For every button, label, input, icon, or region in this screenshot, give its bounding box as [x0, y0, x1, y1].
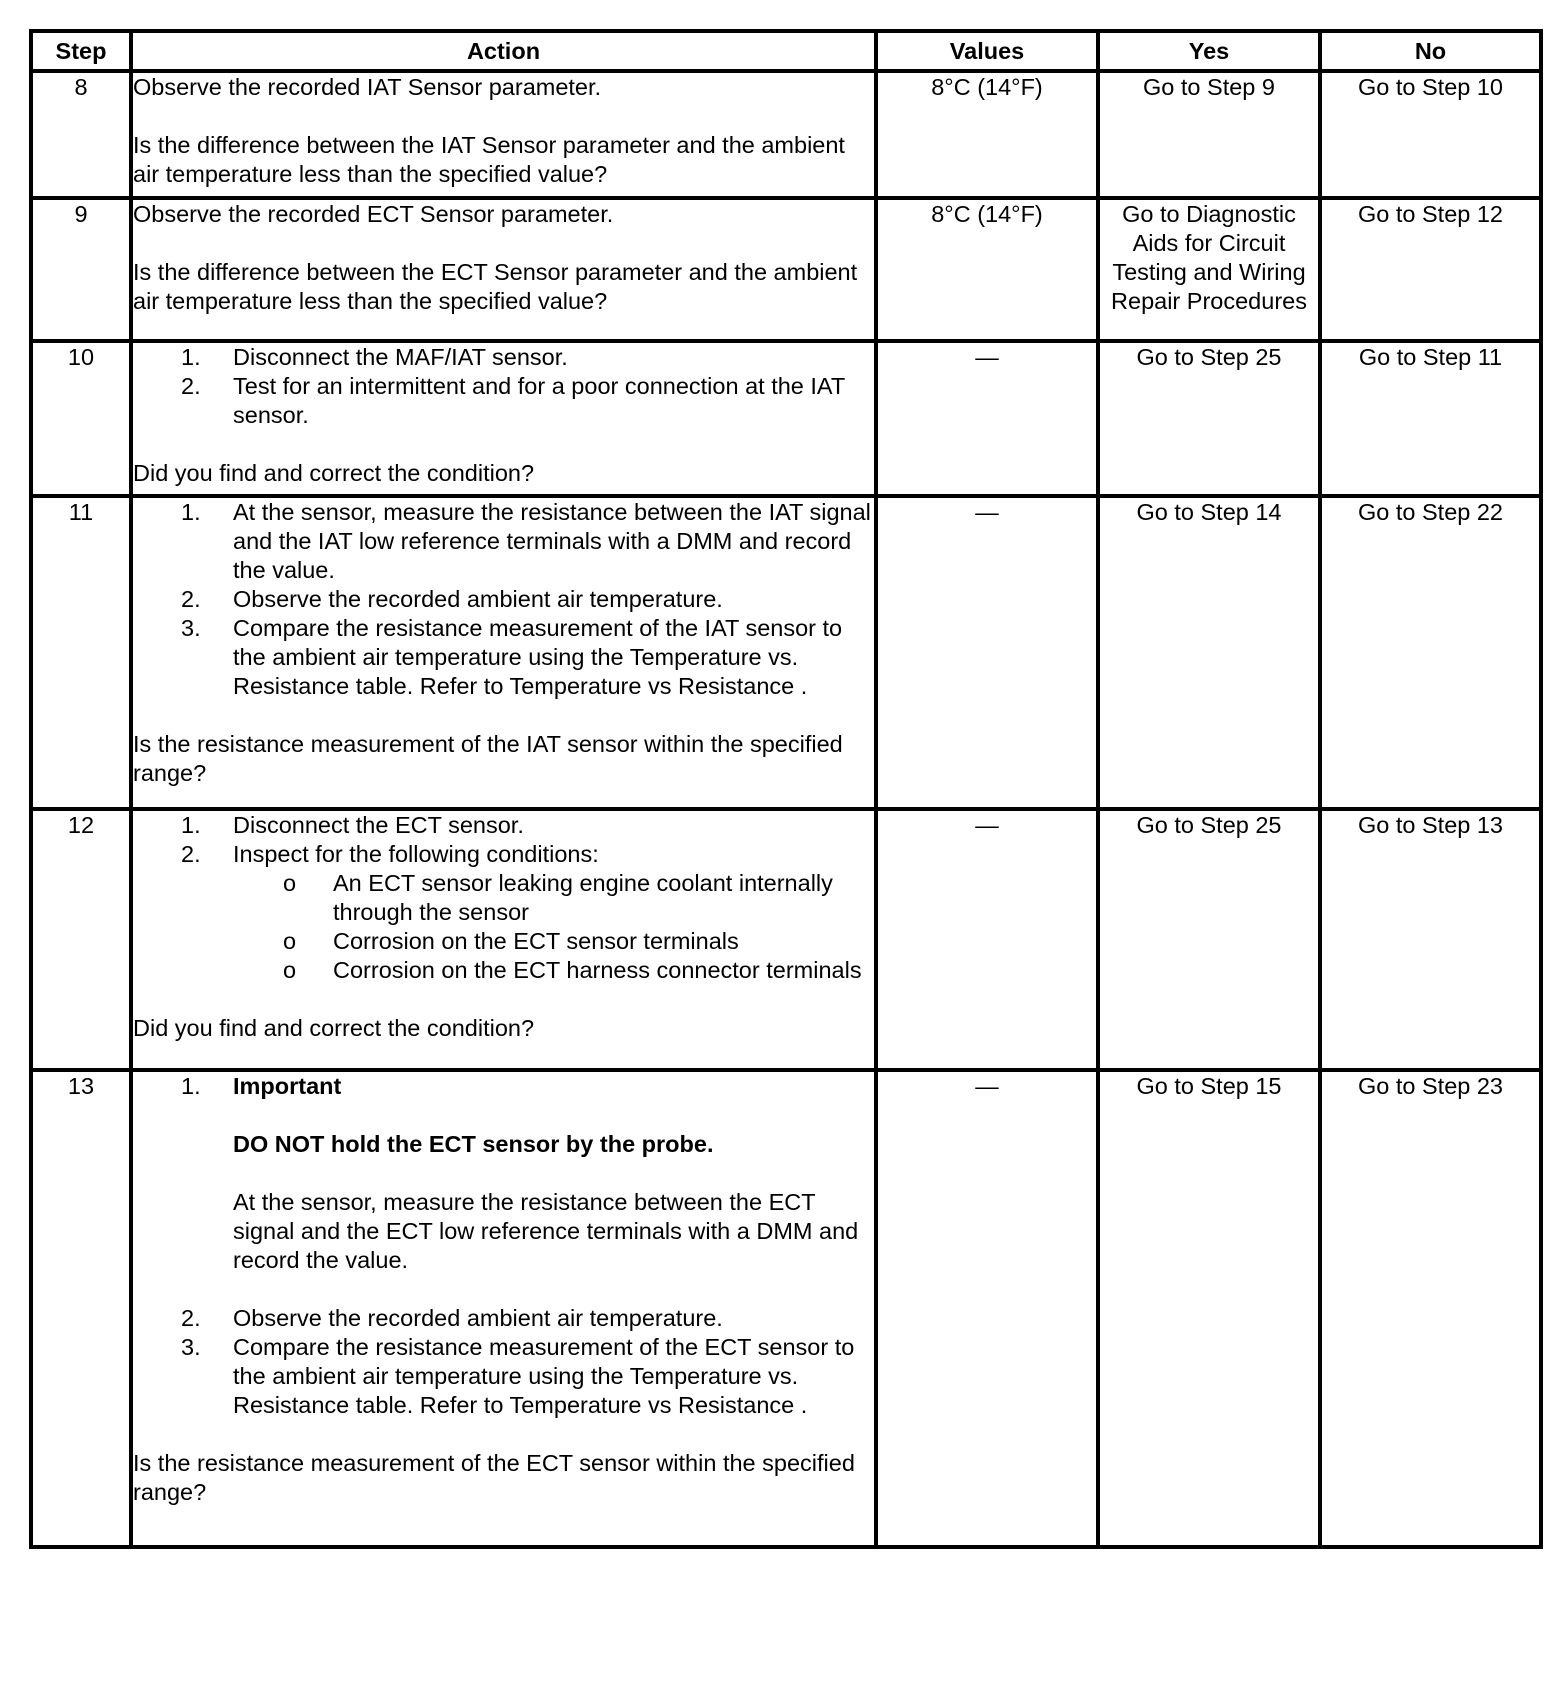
step-number: 13	[31, 1070, 131, 1547]
values-cell: 8°C (14°F)	[876, 198, 1098, 341]
table-row-step-13	[31, 1070, 1541, 1547]
diagnostic-table	[29, 29, 1543, 1549]
list-item: 1. Disconnect the ECT sensor.	[181, 812, 524, 838]
yes-link: Go to Step 25	[1098, 341, 1320, 496]
action-cell	[131, 71, 876, 198]
list-item: 1. Disconnect the MAF/IAT sensor.	[181, 344, 568, 370]
no-link: Go to Step 22	[1320, 496, 1541, 809]
header-step: Step	[31, 31, 131, 71]
action-question: Is the resistance measurement of the ECT sensor within the specified range?	[133, 1450, 855, 1505]
action-cell	[131, 341, 876, 496]
list-item: 3. Compare the resistance measurement of the ECT sensor to the ambient air temperature using the Temperature vs. Resistance table. Refer to Temperature vs Resistance .	[181, 1334, 855, 1418]
important-label: Important	[233, 1073, 342, 1099]
action-text: Observe the recorded IAT Sensor parameter.	[133, 74, 602, 100]
action-question: Did you find and correct the condition?	[133, 460, 535, 486]
warning-text: DO NOT hold the ECT sensor by the probe.	[233, 1131, 714, 1157]
no-link: Go to Step 13	[1320, 809, 1541, 1070]
list-item: 2. Observe the recorded ambient air temperature.	[181, 1305, 723, 1331]
bullet-list	[233, 869, 874, 985]
values-cell: 8°C (14°F)	[876, 71, 1098, 198]
yes-link: Go to Step 25	[1098, 809, 1320, 1070]
numbered-list	[133, 811, 874, 985]
yes-link: Go to Step 9	[1098, 71, 1320, 198]
bullet-item: o Corrosion on the ECT harness connector terminals	[283, 957, 862, 983]
numbered-list	[133, 1072, 874, 1420]
numbered-list	[133, 498, 874, 701]
step-number: 8	[31, 71, 131, 198]
numbered-list	[133, 343, 874, 430]
yes-link: Go to Step 14	[1098, 496, 1320, 809]
action-cell	[131, 496, 876, 809]
list-item: 3. Compare the resistance measurement of the IAT sensor to the ambient air temperature using the Temperature vs. Resistance table. Refer to Temperature vs Resistance .	[181, 615, 843, 699]
bullet-item: o Corrosion on the ECT sensor terminals	[283, 928, 739, 954]
list-item: 2. Test for an intermittent and for a poor connection at the IAT sensor.	[181, 373, 845, 428]
no-link: Go to Step 10	[1320, 71, 1541, 198]
step-number: 10	[31, 341, 131, 496]
header-row	[31, 31, 1541, 71]
no-link: Go to Step 11	[1320, 341, 1541, 496]
action-question: Is the resistance measurement of the IAT sensor within the specified range?	[133, 731, 843, 786]
step-number: 11	[31, 496, 131, 809]
table-row-step-8	[31, 71, 1541, 198]
table-row-step-10	[31, 341, 1541, 496]
yes-link: Go to Diagnostic Aids for Circuit Testing and Wiring Repair Procedures	[1098, 198, 1320, 341]
bullet-item: o An ECT sensor leaking engine coolant internally through the sensor	[283, 870, 833, 925]
action-text: Observe the recorded ECT Sensor parameter.	[133, 201, 614, 227]
table-row-step-12	[31, 809, 1541, 1070]
values-cell: —	[876, 341, 1098, 496]
header-no: No	[1320, 31, 1541, 71]
list-item: 2. Observe the recorded ambient air temperature.	[181, 586, 723, 612]
action-cell	[131, 198, 876, 341]
instruction-text: At the sensor, measure the resistance between the ECT signal and the ECT low reference terminals with a DMM and record the value.	[233, 1189, 859, 1273]
table-row-step-11	[31, 496, 1541, 809]
step-number: 12	[31, 809, 131, 1070]
header-values: Values	[876, 31, 1098, 71]
action-question: Is the difference between the ECT Sensor parameter and the ambient air temperature less than the specified value?	[133, 259, 858, 314]
action-question: Is the difference between the IAT Sensor parameter and the ambient air temperature less than the specified value?	[133, 132, 845, 187]
table-row-step-9	[31, 198, 1541, 341]
header-action: Action	[131, 31, 876, 71]
yes-link: Go to Step 15	[1098, 1070, 1320, 1547]
values-cell: —	[876, 1070, 1098, 1547]
action-question: Did you find and correct the condition?	[133, 1015, 535, 1041]
action-cell	[131, 1070, 876, 1547]
action-cell	[131, 809, 876, 1070]
values-cell: —	[876, 809, 1098, 1070]
list-item: 1. At the sensor, measure the resistance between the IAT signal and the IAT low reference terminals with a DMM and record the value.	[181, 499, 871, 583]
no-link: Go to Step 23	[1320, 1070, 1541, 1547]
no-link: Go to Step 12	[1320, 198, 1541, 341]
step-number: 9	[31, 198, 131, 341]
list-item: 1. Important DO NOT hold the ECT sensor by the probe. At the sensor, measure the resistance between the ECT signal and the ECT low reference terminals with a DMM and record the value.	[133, 1072, 874, 1304]
values-cell: —	[876, 496, 1098, 809]
header-yes: Yes	[1098, 31, 1320, 71]
list-item: 2. Inspect for the following conditions: o An ECT sensor leaking engine coolant internally through the sensor o Corrosion on the ECT sensor terminals o Corrosion on the ECT harness connector terminals	[133, 840, 874, 985]
